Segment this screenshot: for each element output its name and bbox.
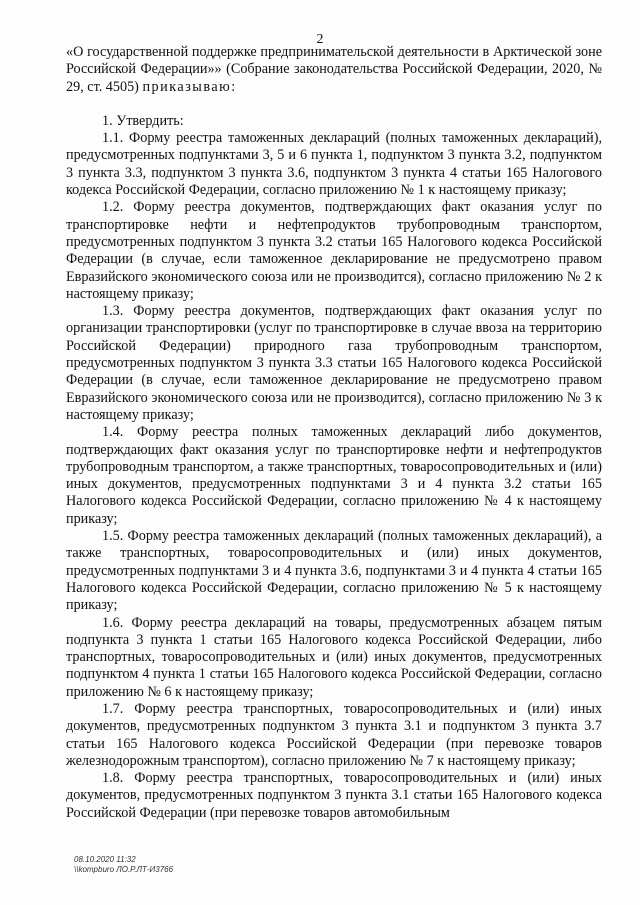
footer-date: 08.10.2020 11:32: [74, 855, 136, 864]
item-1-4: 1.4. Форму реестра полных таможенных деклараций либо документов, подтверждающих факт оказания услуг по транспортировке нефти и нефтепродуктов трубопроводным транспортом, а также транспортных, товаросопроводительных и (или) иных документов, предусмотренных подпунктами 3 и 4 пункта 3.2 статьи 165 Налогового кодекса Российской Федерации, согласно приложению № 4 к настоящему приказу;: [66, 424, 602, 527]
document-body: [66, 44, 602, 822]
paragraph-gap: [66, 96, 602, 113]
item-1-5: 1.5. Форму реестра таможенных деклараций (полных таможенных деклараций), а также транспортных, товаросопроводительных и (или) иных документов, предусмотренных подпунктами 3 и 4 пункта 3.6, подпунктами 3 и 4 пункта 4 статьи 165 Налогового кодекса Российской Федерации, согласно приложению № 5 к настоящему приказу;: [66, 528, 602, 614]
footer-path: \\kompburo ЛО.Р.ЛТ-И3766: [74, 865, 174, 874]
item-1-6: 1.6. Форму реестра деклараций на товары, предусмотренных абзацем пятым подпункта 3 пункта 1 статьи 165 Налогового кодекса Российской Федерации, либо транспортных, товаросопроводительных и (или) иных документов, предусмотренных подпунктом 4 пункта 1 статьи 165 Налогового кодекса Российской Федерации, согласно приложению № 6 к настоящему приказу;: [66, 614, 602, 700]
intro-text: «О государственной поддержке предпринимательской деятельности в Арктической зоне Российской Федерации»» (Собрание законодательства Российской Федерации, 2020, № 29, ст. 4505): [66, 44, 602, 95]
item-1-2: 1.2. Форму реестра документов, подтверждающих факт оказания услуг по транспортировке нефти и нефтепродуктов трубопроводным транспортом, предусмотренных подпунктом 3 пункта 3.2 статьи 165 Налогового кодекса Российской Федерации (в случае, если таможенное декларирование не предусмотрено правом Евразийского экономического союза или не производится), согласно приложению № 2 к настоящему приказу;: [66, 199, 602, 302]
document-footer: [74, 855, 173, 875]
item-1-7: 1.7. Форму реестра транспортных, товаросопроводительных и (или) иных документов, предусмотренных подпунктом 3 пункта 3.1 и подпунктом 3 пункта 3.7 статьи 165 Налогового кодекса Российской Федерации (при перевозке товаров железнодорожным транспортом), согласно приложению № 7 к настоящему приказу;: [66, 700, 602, 769]
item-1: 1. Утвердить:: [102, 112, 184, 129]
order-word: приказываю:: [142, 78, 237, 95]
intro-paragraph: [66, 44, 602, 96]
item-1-1: 1.1. Форму реестра таможенных деклараций (полных таможенных деклараций), предусмотренных подпунктами 3, 5 и 6 пункта 1, подпунктом 3 пункта 3.2, подпунктом 3 пункта 3.3, подпунктом 3 пункта 3.6, подпунктом 3 пункта 4 статьи 165 Налогового кодекса Российской Федерации, согласно приложению № 1 к настоящему приказу;: [66, 130, 602, 199]
page-number: 2: [316, 32, 324, 47]
item-1-3: 1.3. Форму реестра документов, подтверждающих факт оказания услуг по организации транспортировки (услуг по транспортировке в случае ввоза на территорию Российской Федерации) природного газа трубопроводным транспортом, предусмотренных подпунктом 3 пункта 3.3 статьи 165 Налогового кодекса Российской Федерации (в случае, если таможенное декларирование не предусмотрено правом Евразийского экономического союза или не производится), согласно приложению № 3 к настоящему приказу;: [66, 303, 602, 423]
item-1-8: 1.8. Форму реестра транспортных, товаросопроводительных и (или) иных документов, предусмотренных подпунктом 3 пункта 3.1 статьи 165 Налогового кодекса Российской Федерации (при перевозке товаров автомобильным: [66, 770, 602, 821]
